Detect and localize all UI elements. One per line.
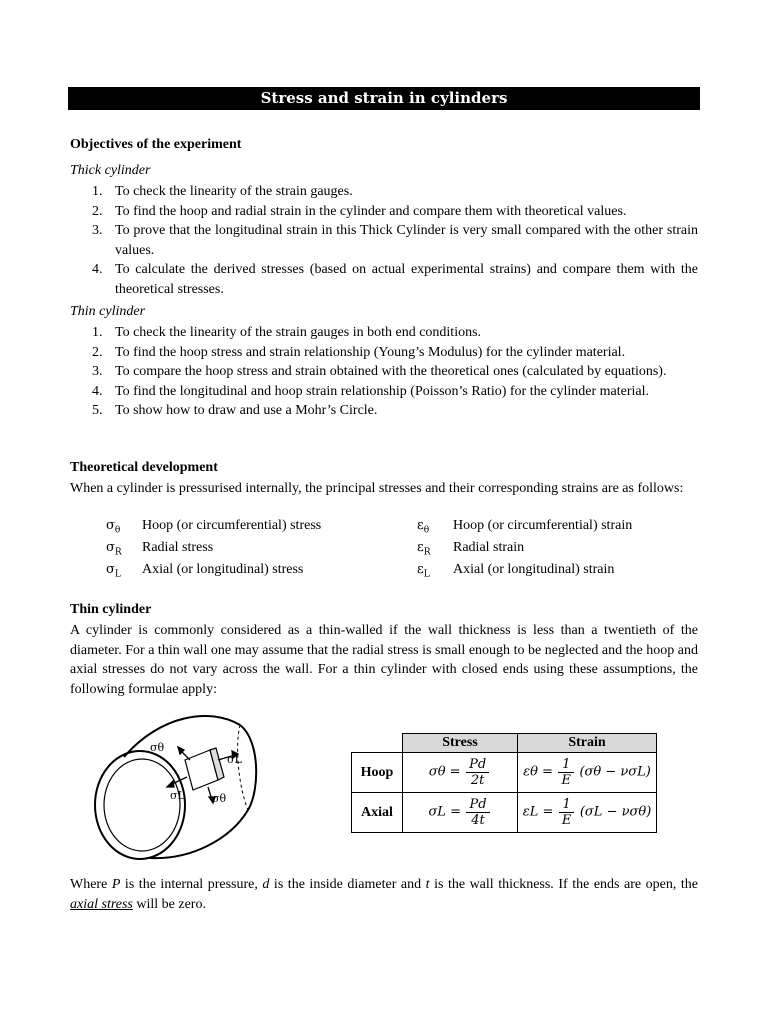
list-item: 1. To check the linearity of the strain gauges in both end conditions. — [92, 325, 482, 340]
thin-objectives-list — [92, 323, 698, 421]
axial-strain-formula: εL = $\frac{1}{E}$ (σL − νσθ) — [518, 793, 657, 833]
thick-objectives-list — [92, 182, 698, 299]
objectives-heading: Objectives of the experiment — [70, 137, 242, 152]
diagram-label-sigma-theta-top: σθ — [150, 741, 165, 754]
hoop-stress-formula: σθ = $\frac{Pd}{2t}$ — [403, 753, 518, 793]
row-label-axial: Axial — [352, 793, 403, 833]
diagram-label-sigma-l-left: σL — [170, 789, 185, 802]
symbol-desc: Radial strain — [453, 540, 525, 555]
cylinder-diagram — [90, 705, 260, 865]
thin-section-heading: Thin cylinder — [70, 602, 152, 617]
stress-column-header: Stress — [403, 734, 518, 753]
list-item: 3. To prove that the longitudinal strain in this Thick Cylinder is very small compared with the other strain values. — [92, 223, 698, 258]
diagram-label-sigma-l-right: σL — [227, 753, 242, 766]
footer-paragraph: Where P is the internal pressure, d is the inside diameter and t is the wall thickness. If the ends are open, the axial stress will be zero. — [70, 877, 698, 912]
epsilon-theta-symbol: $\varepsilon_\theta$ — [417, 518, 430, 536]
theory-intro: When a cylinder is pressurised internally, the principal stresses and their corresponding strains are as follows: — [70, 481, 684, 496]
cylinder-front-rim-outer — [95, 751, 185, 859]
sigma-l-symbol: $\sigma_L$ — [106, 562, 121, 580]
theory-heading: Theoretical development — [70, 460, 218, 475]
strain-column-header: Strain — [518, 734, 657, 753]
symbol-desc: Hoop (or circumferential) stress — [142, 518, 322, 533]
symbol-desc: Axial (or longitudinal) strain — [453, 562, 615, 577]
list-item: 2. To find the hoop and radial strain in the cylinder and compare them with theoretical values. — [92, 203, 627, 219]
epsilon-l-symbol: $\varepsilon_L$ — [417, 562, 430, 580]
table-row — [352, 753, 657, 793]
row-label-hoop: Hoop — [352, 753, 403, 793]
thick-cylinder-label: Thick cylinder — [70, 163, 151, 178]
symbol-desc: Radial stress — [142, 540, 214, 555]
epsilon-r-symbol: $\varepsilon_R$ — [417, 540, 431, 558]
thin-section-paragraph: A cylinder is commonly considered as a thin-walled if the wall thickness is less than a twentieth of the diameter. For a thin wall one may assume that the radial stress is small enough to be neglected and the hoop and axial stresses do not vary across the wall. For a thin cylinder with closed ends using these assumptions, the following formulae apply: — [70, 623, 698, 697]
sigma-theta-symbol: $\sigma_\theta$ — [106, 518, 121, 536]
sigma-r-symbol: $\sigma_R$ — [106, 540, 122, 558]
formula-table — [351, 733, 657, 833]
hoop-strain-formula: εθ = $\frac{1}{E}$ (σθ − νσL) — [518, 753, 657, 793]
arrowhead — [167, 781, 174, 787]
list-item: 4. To calculate the derived stresses (based on actual experimental strains) and compare them with the theoretical stresses. — [92, 262, 698, 297]
cylinder-back-edge — [240, 725, 256, 810]
list-item: 4. To find the longitudinal and hoop strain relationship (Poisson’s Ratio) for the cylinder material. — [92, 383, 650, 399]
page-title: Stress and strain in cylinders — [68, 87, 700, 110]
list-item: 2. To find the hoop stress and strain relationship (Young’s Modulus) for the cylinder material. — [92, 344, 626, 360]
list-item: 5. To show how to draw and use a Mohr’s Circle. — [92, 403, 378, 418]
cylinder-hidden-edge — [238, 725, 248, 810]
symbol-desc: Hoop (or circumferential) strain — [453, 518, 633, 533]
diagram-label-sigma-theta-bottom: σθ — [212, 792, 227, 805]
table-row — [352, 793, 657, 833]
thin-cylinder-label: Thin cylinder — [70, 304, 146, 319]
axial-stress-formula: σL = $\frac{Pd}{4t}$ — [403, 793, 518, 833]
list-item: 3. To compare the hoop stress and strain obtained with the theoretical ones (calculated by equations). — [92, 364, 667, 379]
cylinder-front-rim-inner — [104, 759, 180, 851]
list-item: 1. To check the linearity of the strain gauges. — [92, 184, 353, 199]
axial-stress-term: axial stress — [70, 896, 133, 912]
symbol-desc: Axial (or longitudinal) stress — [142, 562, 304, 577]
